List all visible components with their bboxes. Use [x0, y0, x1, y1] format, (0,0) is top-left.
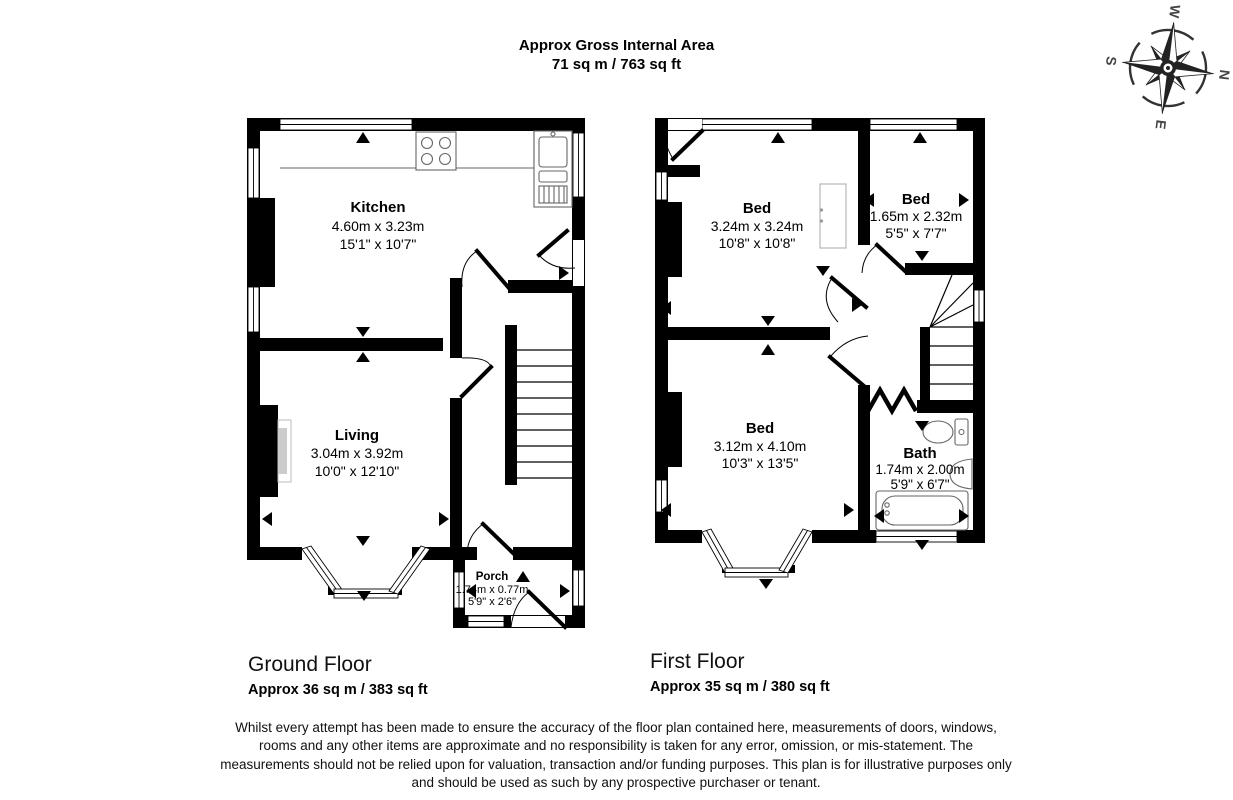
disclaimer-text: Whilst every attempt has been made to ensure the accuracy of the floor plan contained here, measurements of doors, windows, rooms and any other items are approximate and no responsibility is taken for any error, omission, or mis-statement. The measurements should not be relied upon for valuation, transaction and/or funding purposes. This plan is for illustrative purposes only and should be used as such by any prospective purchaser or tenant. [220, 720, 1012, 791]
kitchen-counter [280, 131, 534, 168]
first-floor-plan [648, 108, 992, 636]
porch-metric: 1.74m x 0.77m [455, 584, 529, 596]
staircase [517, 350, 572, 478]
first-floor-name: First Floor [650, 650, 745, 673]
living-metric: 3.04m x 3.92m [310, 445, 404, 461]
living-door-gap [450, 358, 462, 398]
bed3-bay-window [702, 529, 812, 577]
ceiling-break-line [868, 390, 916, 411]
ground-floor-area: Approx 36 sq m / 383 sq ft [248, 682, 428, 698]
bed3-chimney-breast [655, 392, 682, 467]
bed3-name: Bed [745, 420, 775, 437]
kitchen-imperial: 15'1" x 10'7" [339, 236, 417, 252]
compass-west-label: W [1166, 3, 1184, 19]
bed1-name: Bed [742, 200, 772, 217]
sink-icon [534, 131, 572, 207]
bed3-imperial: 10'3" x 13'5" [721, 455, 799, 471]
room-label-bed2 [870, 191, 963, 241]
porch-name: Porch [475, 571, 509, 583]
ground-floor-caption [248, 653, 428, 698]
kitchen-hall-door [539, 231, 575, 268]
room-label-kitchen [332, 199, 425, 252]
bath-metric: 1.74m x 2.00m [875, 462, 965, 477]
hob-icon [416, 132, 456, 170]
compass-rose [1103, 3, 1233, 133]
room-label-porch [456, 571, 529, 608]
bed1-chimney-breast [655, 202, 682, 277]
staircase-first-floor [930, 275, 973, 402]
compass-south-label: S [1102, 55, 1120, 67]
ground-floor-name: Ground Floor [248, 653, 372, 676]
ground-floor-plan [240, 108, 592, 636]
room-label-bed1 [711, 200, 804, 251]
bed1-landing-door [826, 278, 866, 322]
room-label-living [311, 427, 404, 479]
first-floor-area: Approx 35 sq m / 380 sq ft [650, 679, 830, 695]
gross-area-value: 71 sq m / 763 sq ft [551, 56, 682, 73]
living-door [462, 358, 491, 396]
living-chimney-breast [247, 405, 278, 497]
bed1-entry-door [665, 131, 702, 159]
bed3-door [830, 336, 868, 386]
bath-imperial: 5'9" x 6'7" [890, 477, 950, 492]
toilet-icon [923, 419, 968, 445]
bed2-metric: 1.65m x 2.32m [869, 208, 963, 224]
kitchen-door-gap [573, 240, 584, 286]
bathtub-icon [876, 491, 968, 530]
living-imperial: 10'0" x 12'10" [314, 463, 400, 479]
page-title [0, 36, 1233, 74]
room-label-bath [875, 445, 964, 492]
bed1-imperial: 10'8" x 10'8" [718, 235, 796, 251]
room-label-bed3 [714, 420, 807, 471]
gross-area-title: Approx Gross Internal Area [518, 37, 715, 54]
bed1-wardrobe [820, 184, 846, 248]
compass-east-label: E [1152, 118, 1170, 131]
porch-imperial: 5'9" x 2'6" [467, 596, 517, 608]
bed1-metric: 3.24m x 3.24m [710, 218, 804, 234]
living-bay-window [302, 546, 430, 598]
kitchen-name: Kitchen [350, 199, 406, 216]
kitchen-fixtures [278, 131, 572, 482]
fireplace-icon [278, 420, 291, 482]
bed2-imperial: 5'5" x 7'7" [885, 225, 947, 241]
bed2-door [862, 245, 905, 273]
bath-name: Bath [903, 445, 937, 462]
kitchen-inner-door [462, 251, 508, 287]
bed1-door-gap [668, 119, 702, 130]
bed3-metric: 3.12m x 4.10m [713, 438, 807, 454]
first-floor-caption [650, 650, 830, 695]
compass-north-label: N [1216, 68, 1233, 81]
living-name: Living [334, 427, 380, 444]
kitchen-metric: 4.60m x 3.23m [331, 218, 425, 234]
bed2-name: Bed [901, 191, 931, 208]
